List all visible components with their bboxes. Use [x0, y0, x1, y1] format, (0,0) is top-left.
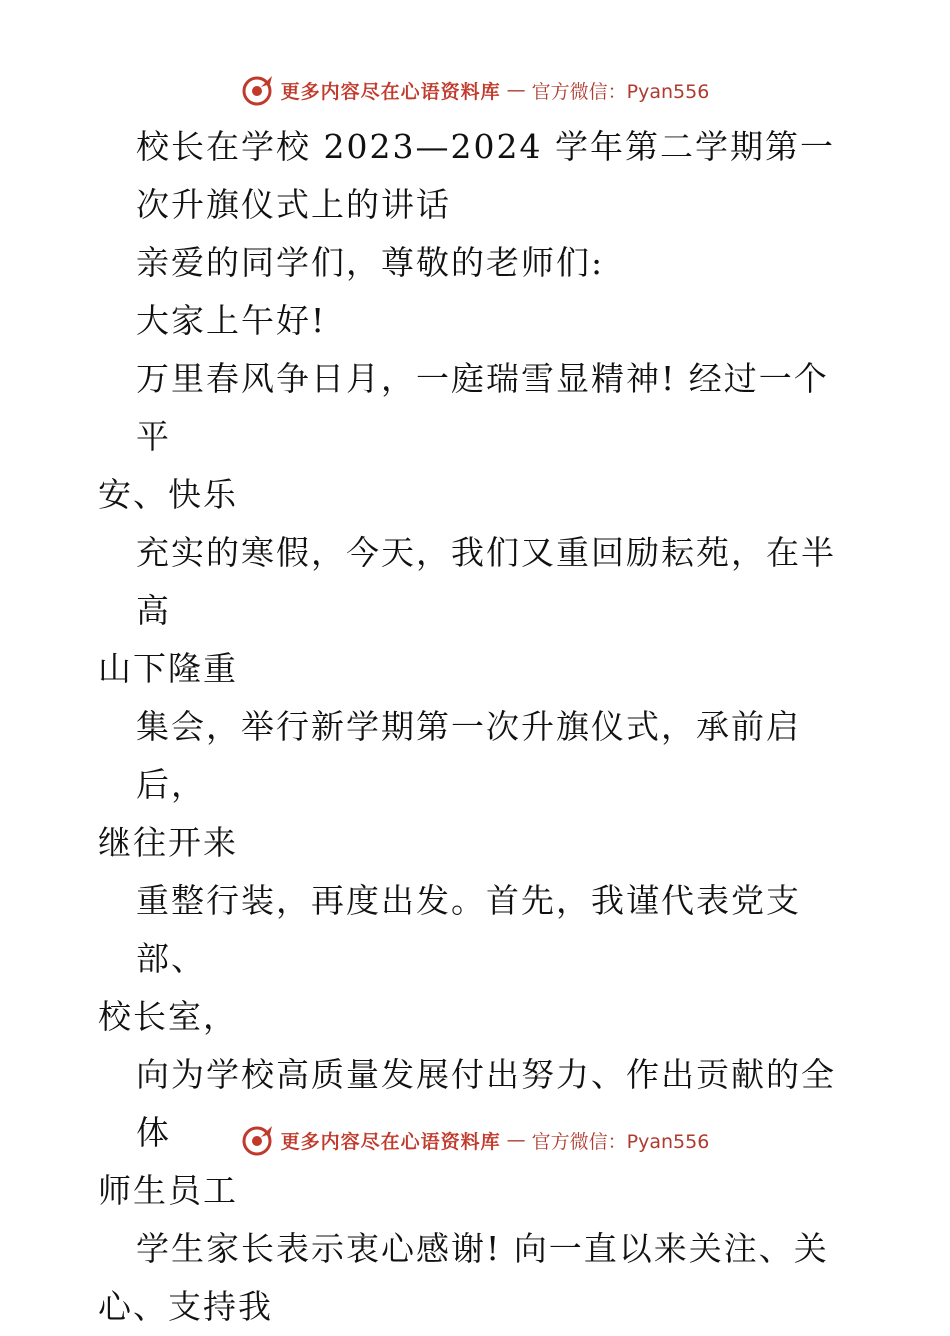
- paragraph-line: 重整行装，再度出发。首先，我谨代表党支部、: [136, 881, 801, 978]
- footer-watermark: [0, 1120, 950, 1160]
- paragraph-line: 集会，举行新学期第一次升旗仪式，承前启后，: [136, 707, 801, 804]
- document-title-line-2: 次升旗仪式上的讲话: [136, 185, 451, 224]
- paragraph-line: 继往开来: [98, 823, 238, 862]
- paragraph-line: 校长室，: [98, 997, 238, 1036]
- watermark-wechat-text: 官方微信：Pyan556: [531, 1130, 710, 1153]
- paragraph-line: 山下隆重: [98, 649, 238, 688]
- paragraph-line: 心、支持我: [98, 1287, 273, 1326]
- watermark-main-text: 更多内容尽在心语资料库: [280, 1130, 501, 1153]
- document-title-line-1: 校长在学校 2023—2024 学年第二学期第一: [136, 127, 835, 166]
- paragraph-line: 师生员工: [98, 1171, 238, 1210]
- greeting-line: 大家上午好!: [136, 301, 327, 340]
- watermark-main-text: 更多内容尽在心语资料库: [280, 80, 501, 103]
- watermark-dash: —: [506, 79, 526, 101]
- paragraph-line: 安、快乐: [98, 475, 238, 514]
- header-watermark: [0, 70, 950, 110]
- paragraph-line: 充实的寒假，今天，我们又重回励耘苑，在半高: [136, 533, 836, 630]
- salutation: 亲爱的同学们，尊敬的老师们:: [136, 243, 605, 282]
- paragraph-line: 万里春风争日月，一庭瑞雪显精神! 经过一个平: [136, 359, 829, 456]
- paragraph-line: 学生家长表示衷心感谢! 向一直以来关注、关: [136, 1229, 829, 1268]
- watermark-wechat-text: 官方微信：Pyan556: [531, 80, 710, 103]
- watermark-dash: —: [506, 1129, 526, 1151]
- paragraph-line: 向为学校高质量发展付出努力、作出贡献的全体: [136, 1055, 836, 1152]
- quill-logo-icon: [241, 73, 275, 107]
- quill-logo-icon: [241, 1123, 275, 1157]
